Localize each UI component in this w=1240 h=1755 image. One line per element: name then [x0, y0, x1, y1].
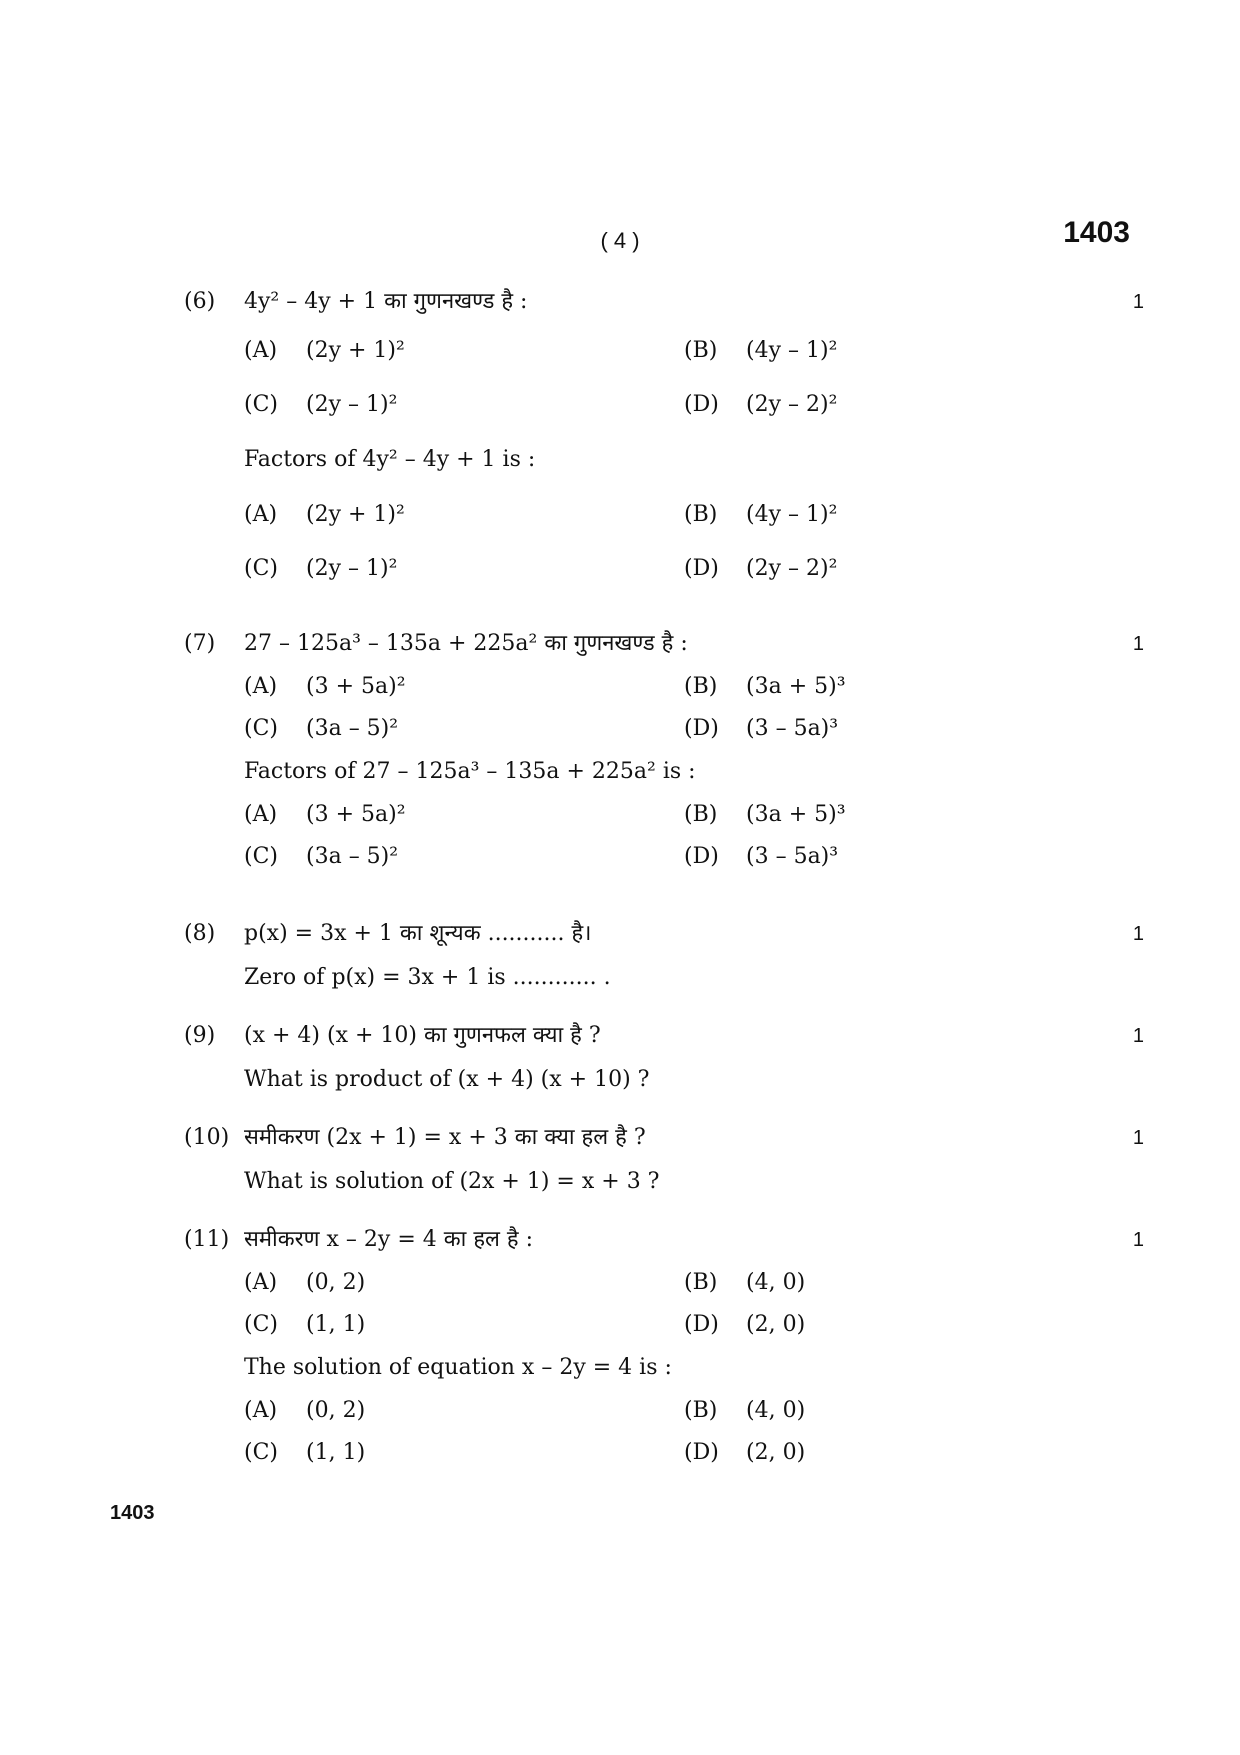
options-row: [184, 542, 1144, 596]
question-text-hindi: 4y² – 4y + 1 का गुणनखण्ड है :: [244, 289, 528, 314]
option-text: (4, 0): [746, 1270, 806, 1295]
question-marks: 1: [1132, 1229, 1144, 1251]
option-label: (A): [244, 1270, 278, 1295]
question-number: (6): [184, 289, 216, 314]
option-label: (A): [244, 1398, 278, 1423]
option-label: (B): [684, 802, 718, 827]
option-label: (A): [244, 338, 278, 363]
option-c: [244, 836, 398, 878]
options-row: [184, 708, 1144, 750]
option-text: (4y – 1)²: [746, 502, 838, 527]
option-c: [244, 378, 397, 432]
option-text: (2y – 1)²: [306, 556, 398, 581]
question-11: [184, 1218, 1144, 1474]
options-row: [184, 488, 1144, 542]
question-text-english: Factors of 27 – 125a³ – 135a + 225a² is :: [244, 759, 696, 784]
option-text: (2y – 1)²: [306, 392, 398, 417]
option-a: [244, 666, 406, 708]
option-a: [244, 1390, 365, 1432]
option-label: (D): [684, 392, 719, 417]
question-number: (7): [184, 631, 216, 656]
option-text: (2, 0): [746, 1440, 806, 1465]
option-label: (C): [244, 392, 278, 417]
option-b: [684, 666, 846, 708]
question-marks: 1: [1132, 291, 1144, 313]
option-label: (D): [684, 844, 719, 869]
option-d: [684, 708, 838, 750]
options-row: [184, 324, 1144, 378]
option-label: (A): [244, 502, 278, 527]
options-row: [184, 794, 1144, 836]
question-text-hindi: समीकरण x – 2y = 4 का हल है :: [244, 1227, 534, 1252]
paper-code-bottom: 1403: [110, 1502, 155, 1524]
option-a: [244, 324, 405, 378]
option-d: [684, 542, 837, 596]
option-c: [244, 708, 398, 750]
option-label: (B): [684, 674, 718, 699]
option-label: (D): [684, 716, 719, 741]
question-text-english: Factors of 4y² – 4y + 1 is :: [244, 447, 536, 472]
question-6: [184, 280, 1144, 596]
question-number: (9): [184, 1023, 216, 1048]
options-row: [184, 1304, 1144, 1346]
option-d: [684, 836, 838, 878]
option-label: (D): [684, 556, 719, 581]
option-b: [684, 488, 837, 542]
option-b: [684, 1390, 805, 1432]
options-row: [184, 1432, 1144, 1474]
option-text: (2y + 1)²: [306, 338, 405, 363]
page-number: ( 4 ): [600, 228, 640, 253]
option-text: (2y – 2)²: [746, 556, 838, 581]
question-marks: 1: [1132, 1127, 1144, 1149]
option-text: (2y + 1)²: [306, 502, 405, 527]
option-b: [684, 794, 846, 836]
option-label: (C): [244, 716, 278, 741]
question-number: (11): [184, 1227, 230, 1252]
option-label: (B): [684, 1398, 718, 1423]
option-label: (A): [244, 802, 278, 827]
question-marks: 1: [1132, 633, 1144, 655]
question-text-hindi: p(x) = 3x + 1 का शून्यक ........... है।: [244, 921, 592, 946]
option-text: (3a – 5)²: [306, 844, 399, 869]
option-a: [244, 1262, 365, 1304]
option-text: (3a + 5)³: [746, 802, 846, 827]
option-text: (2y – 2)²: [746, 392, 838, 417]
option-text: (3 – 5a)³: [746, 716, 839, 741]
option-text: (2, 0): [746, 1312, 806, 1337]
option-label: (B): [684, 502, 718, 527]
option-label: (D): [684, 1312, 719, 1337]
option-b: [684, 324, 837, 378]
option-text: (3 + 5a)²: [306, 674, 406, 699]
option-d: [684, 1304, 805, 1346]
question-marks: 1: [1132, 1025, 1144, 1047]
option-text: (1, 1): [306, 1312, 366, 1337]
option-text: (3 – 5a)³: [746, 844, 839, 869]
option-text: (4, 0): [746, 1398, 806, 1423]
option-label: (C): [244, 1440, 278, 1465]
option-label: (C): [244, 844, 278, 869]
question-text-english: What is product of (x + 4) (x + 10) ?: [244, 1067, 650, 1092]
option-c: [244, 1304, 365, 1346]
paper-code-top: 1403: [1063, 216, 1130, 249]
options-row: [184, 1262, 1144, 1304]
question-9: [184, 1014, 1144, 1102]
option-a: [244, 794, 406, 836]
option-c: [244, 542, 397, 596]
question-text-hindi: (x + 4) (x + 10) का गुणनफल क्या है ?: [244, 1023, 601, 1048]
question-7: [184, 622, 1144, 878]
question-text-hindi: समीकरण (2x + 1) = x + 3 का क्या हल है ?: [244, 1125, 646, 1150]
question-marks: 1: [1132, 923, 1144, 945]
options-row: [184, 836, 1144, 878]
option-label: (C): [244, 1312, 278, 1337]
option-text: (0, 2): [306, 1270, 366, 1295]
option-text: (3 + 5a)²: [306, 802, 406, 827]
options-row: [184, 666, 1144, 708]
option-b: [684, 1262, 805, 1304]
option-label: (A): [244, 674, 278, 699]
option-text: (4y – 1)²: [746, 338, 838, 363]
option-d: [684, 378, 837, 432]
option-text: (3a + 5)³: [746, 674, 846, 699]
question-10: [184, 1116, 1144, 1204]
option-text: (1, 1): [306, 1440, 366, 1465]
question-text-english: What is solution of (2x + 1) = x + 3 ?: [244, 1169, 660, 1194]
question-number: (10): [184, 1125, 230, 1150]
option-label: (B): [684, 338, 718, 363]
question-8: [184, 912, 1144, 1000]
question-text-hindi: 27 – 125a³ – 135a + 225a² का गुणनखण्ड है :: [244, 631, 688, 656]
option-label: (D): [684, 1440, 719, 1465]
option-a: [244, 488, 405, 542]
option-label: (C): [244, 556, 278, 581]
options-row: [184, 1390, 1144, 1432]
question-number: (8): [184, 921, 216, 946]
option-text: (3a – 5)²: [306, 716, 399, 741]
option-text: (0, 2): [306, 1398, 366, 1423]
option-d: [684, 1432, 805, 1474]
question-text-english: The solution of equation x – 2y = 4 is :: [244, 1355, 672, 1380]
option-c: [244, 1432, 365, 1474]
question-text-english: Zero of p(x) = 3x + 1 is ............ .: [244, 965, 611, 990]
option-label: (B): [684, 1270, 718, 1295]
options-row: [184, 378, 1144, 432]
